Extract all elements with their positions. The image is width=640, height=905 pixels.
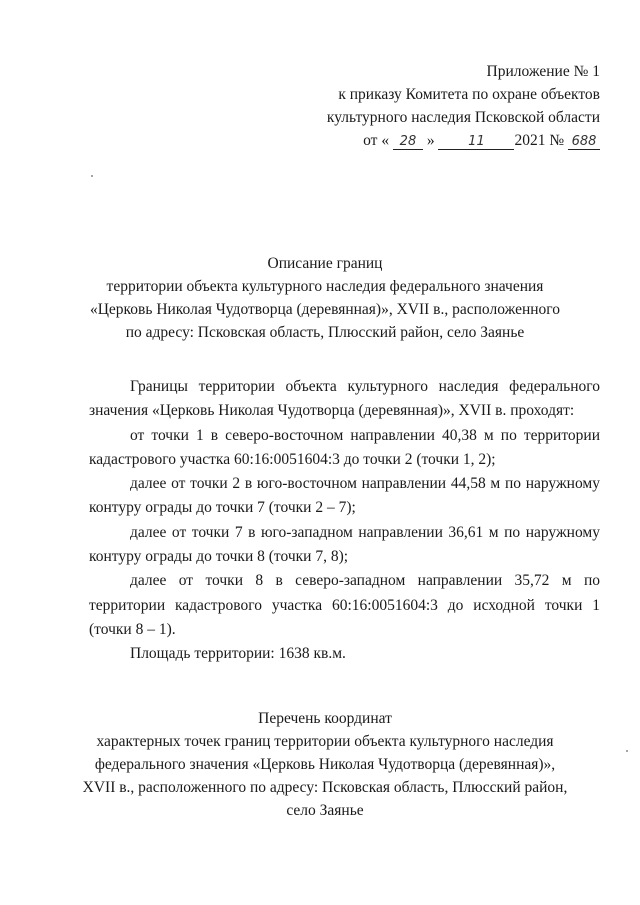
boundary-description-title [60,252,590,344]
body-paragraph: далее от точки 8 в северо-западном направлении 35,72 м по территории кадастрового участка 60:16:0051604:3 до исходной точки 1 (точки 8 – 1). [89,572,600,638]
body-paragraph: от точки 1 в северо-восточном направлении 40,38 м по территории кадастрового участка 60:16:0051604:3 до точки 2 (точки 1, 2); [89,426,600,468]
appendix-number: Приложение № 1 [486,63,600,80]
title-line: территории объекта культурного наследия федерального значения [106,278,544,295]
committee-name: культурного наследия Псковской области [326,109,600,126]
appendix-header [327,60,600,152]
date-prefix: от « [363,132,390,149]
title-line: по адресу: Псковская область, Плюсский район, село Заянье [125,324,525,341]
date-year: 2021 № [514,132,565,149]
scan-speck [626,750,628,752]
boundary-description-body [89,375,600,667]
date-mid: » [426,132,435,149]
order-date-line [327,129,600,152]
area-paragraph: Площадь территории: 1638 кв.м. [130,645,346,663]
title-line: характерных точек границ территории объекта культурного наследия [96,733,554,750]
handwritten-order-number: 688 [568,135,600,150]
handwritten-month: 11 [438,135,514,150]
coordinates-list-title [60,707,590,822]
order-reference: к приказу Комитета по охране объектов [338,86,600,103]
title-line: «Церковь Николая Чудотворца (деревянная)», XVII в., расположенного [89,301,561,318]
body-paragraph: далее от точки 7 в юго-западном направлении 36,61 м по наружному контуру ограды до точки 8 (точки 7, 8); [89,523,600,566]
title-line: Перечень координат [258,710,392,727]
title-line: XVII в., расположенного по адресу: Псковская область, Плюсский район, [82,779,568,796]
handwritten-day: 28 [393,135,423,150]
scan-speck [91,175,93,177]
title-line: село Заянье [286,802,364,819]
title-line: федерального значения «Церковь Николая Чудотворца (деревянная)», [94,756,556,773]
body-paragraph: Границы территории объекта культурного наследия федерального значения «Церковь Николая Чудотворца (деревянная)», XVII в. проходят: [89,378,600,420]
title-line: Описание границ [267,255,383,272]
body-paragraph: далее от точки 2 в юго-восточном направлении 44,58 м по наружному контуру ограды до точки 7 (точки 2 – 7); [89,475,600,517]
